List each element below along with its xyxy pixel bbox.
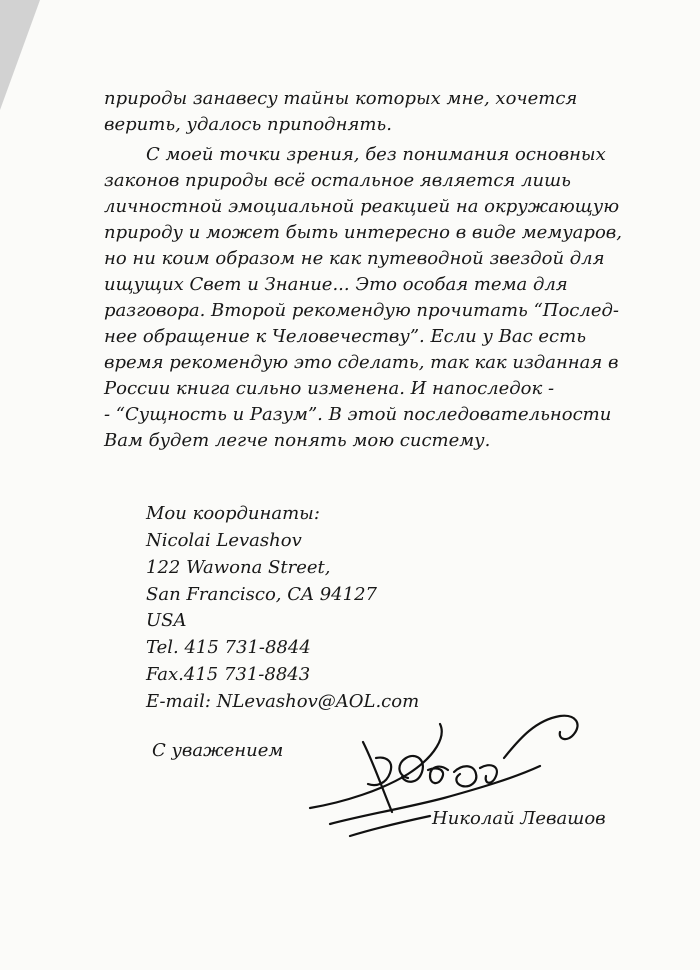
handwritten-signature (290, 690, 590, 850)
contact-name: Nicolai Levashov (146, 530, 302, 551)
paragraph-1-line-1: природы занавесу тайны которых мне, хочется (104, 88, 578, 109)
paragraph-2-line-3: личностной эмоциальной реакцией на окружающую (104, 196, 620, 217)
paragraph-2-line-7: разговора. Второй рекомендую прочитать “Послед- (104, 300, 619, 321)
paragraph-2-line-8: нее обращение к Человечеству”. Если у Вас есть (104, 326, 587, 347)
closing-salutation: С уважением (152, 740, 284, 761)
signer-name: Николай Левашов (432, 808, 606, 829)
contact-country: USA (146, 610, 187, 631)
paragraph-1-line-2: верить, удалось приподнять. (104, 114, 392, 135)
paragraph-2-line-5: но ни коим образом не как путеводной звездой для (104, 248, 605, 269)
paragraph-2-line-2: законов природы всё остальное является лишь (104, 170, 571, 191)
paragraph-2-line-12: Вам будет легче понять мою систему. (104, 430, 491, 451)
contact-telephone: Tel. 415 731-8844 (146, 637, 311, 658)
contact-city: San Francisco, CA 94127 (146, 584, 377, 605)
contacts-heading: Мои координаты: (146, 503, 320, 524)
paragraph-2-line-10: России книга сильно изменена. И напоследок - (104, 378, 555, 399)
contact-email: E-mail: NLevashov@AOL.com (146, 691, 420, 712)
paragraph-2-line-1: С моей точки зрения, без понимания основных (146, 144, 606, 165)
paragraph-2-line-6: ищущих Свет и Знание... Это особая тема для (104, 274, 568, 295)
contact-street: 122 Wawona Street, (146, 557, 331, 578)
contact-fax: Fax.415 731-8843 (146, 664, 311, 685)
paragraph-2-line-4: природу и может быть интересно в виде мемуаров, (104, 222, 622, 243)
paragraph-2-line-9: время рекомендую это сделать, так как изданная в (104, 352, 619, 373)
paragraph-2-line-11: - “Сущность и Разум”. В этой последовательности (104, 404, 612, 425)
